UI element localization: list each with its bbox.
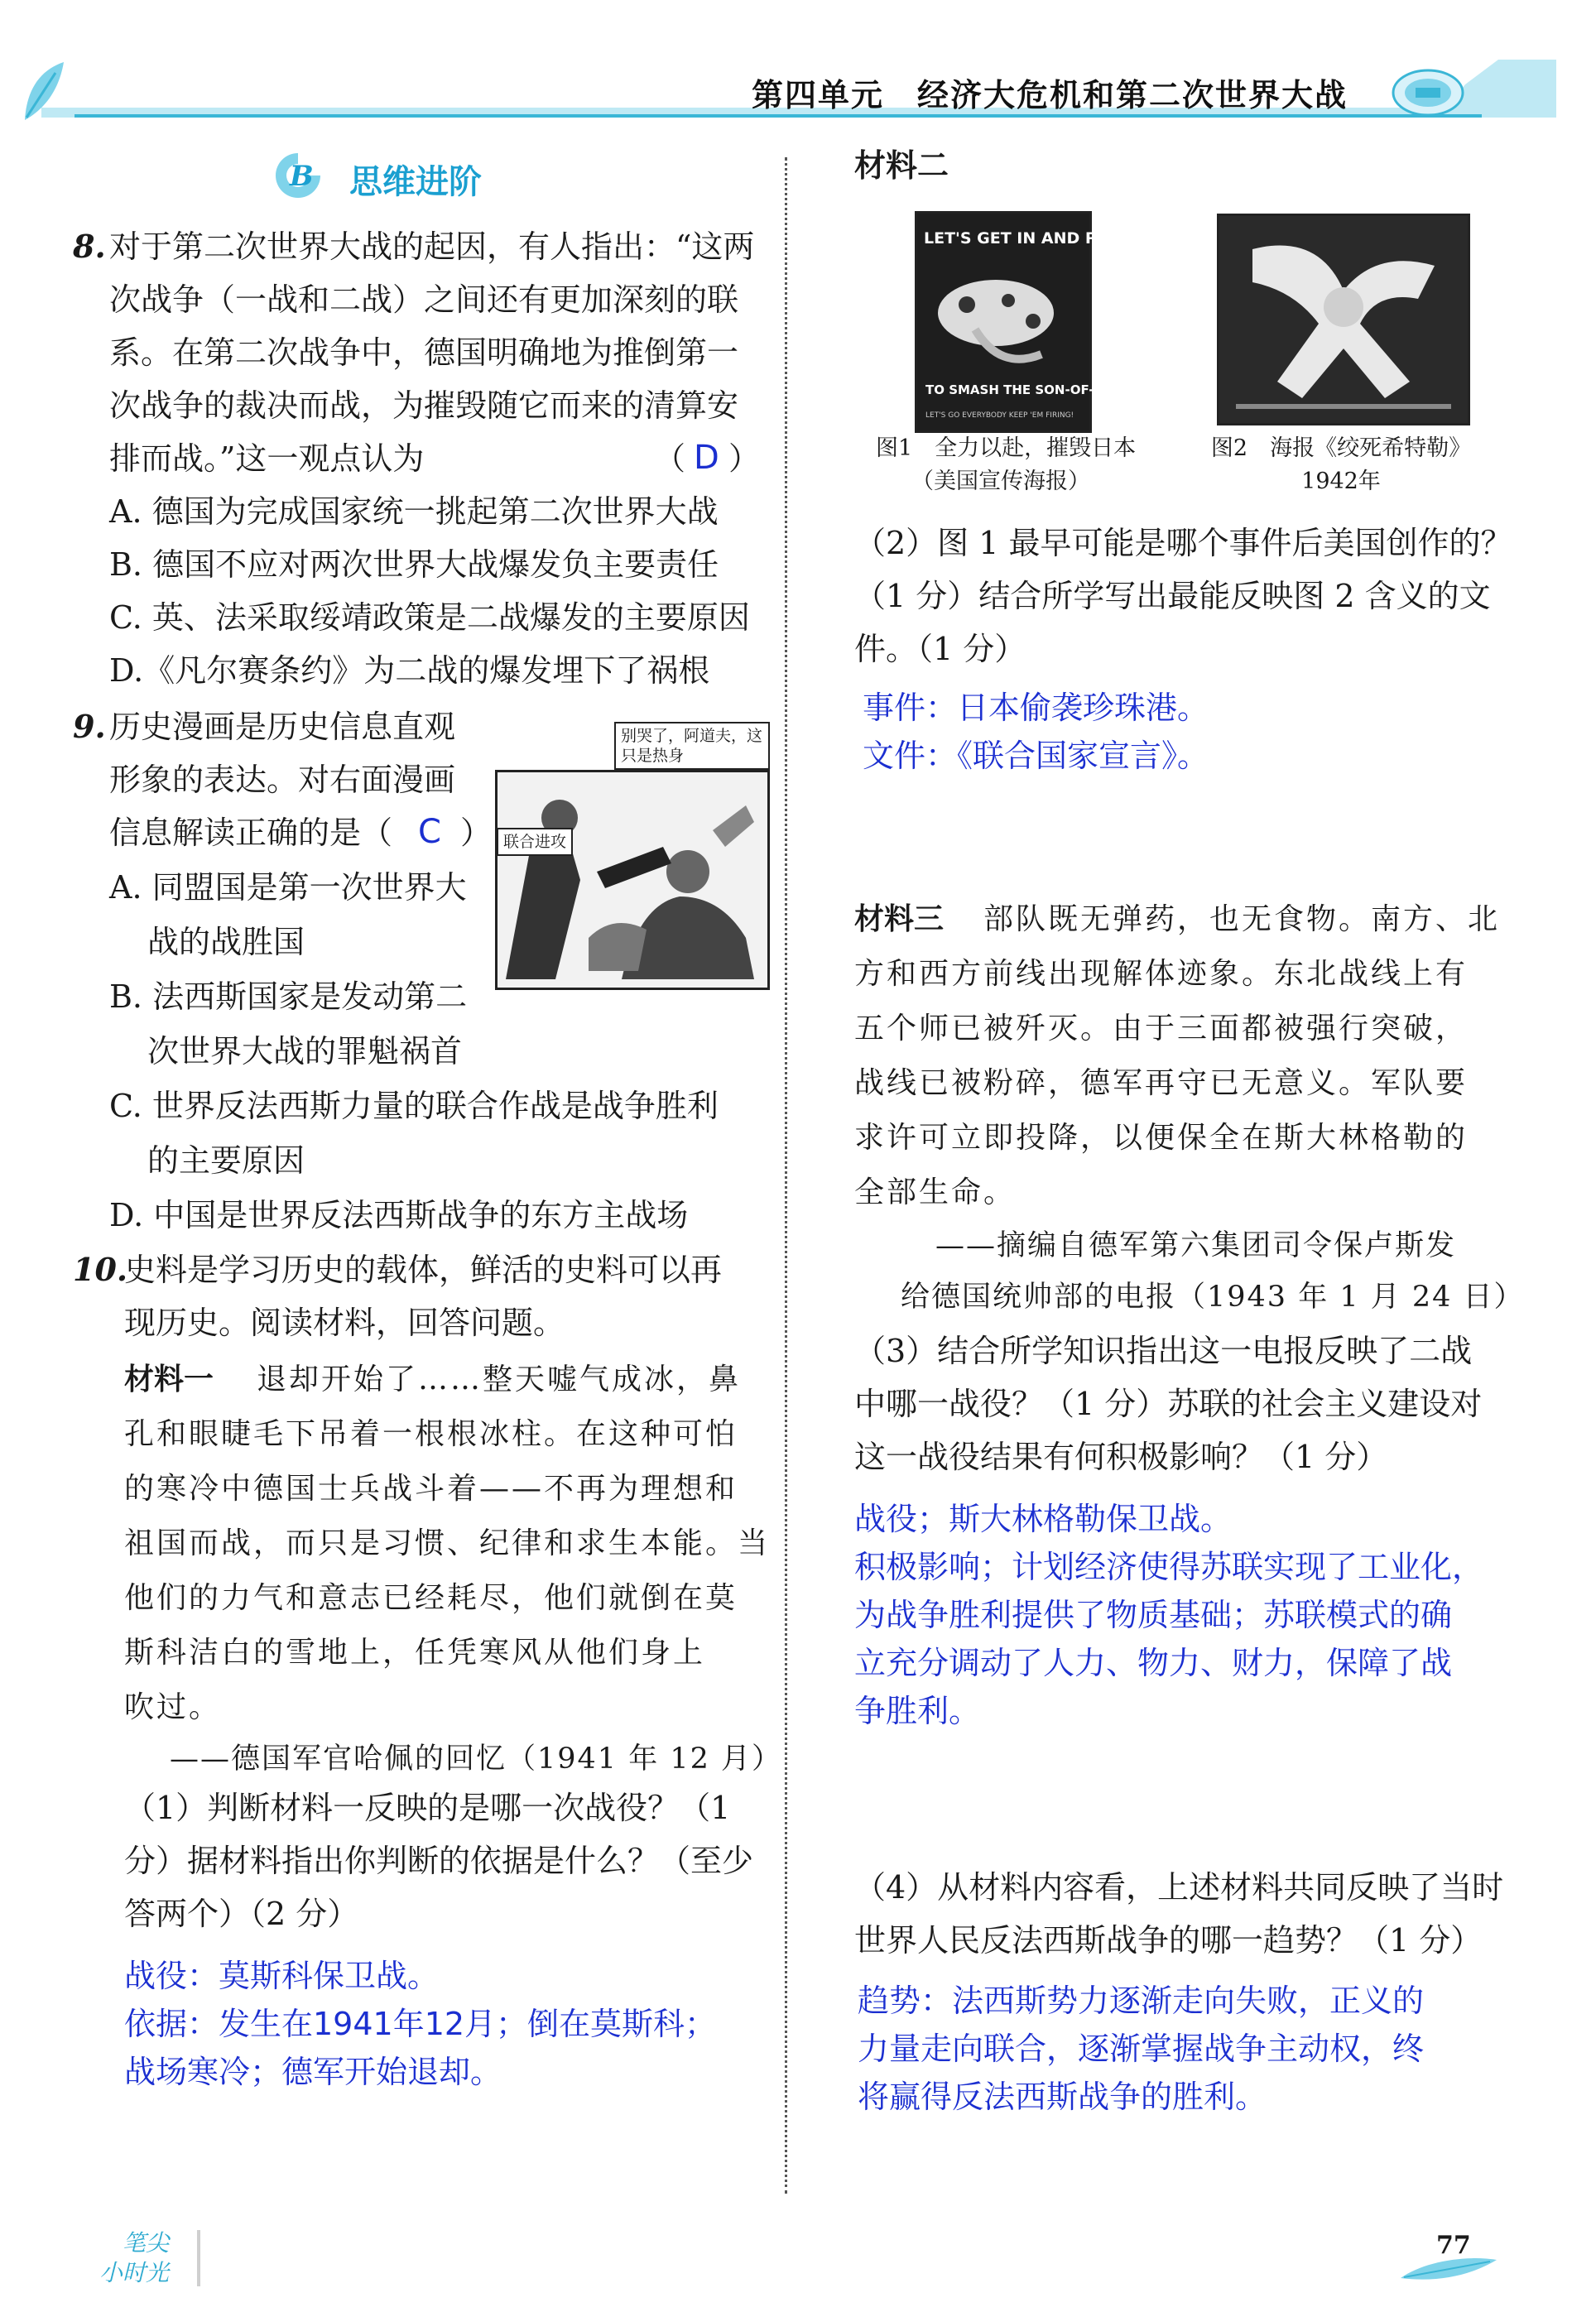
figure-1-poster [915,211,1154,433]
answer-3-line-2: 积极影响；计划经济使得苏联实现了工业化， [854,1549,1484,1585]
figure-2-caption-line-1: 图2 海报《绞死希特勒》 [1210,435,1472,461]
material-3-source-line-1: ——摘编自德军第六集团司令保卢斯发 [935,1229,1457,1262]
material-1-label: 材料一 [124,1363,214,1396]
cartoon-label-bubble: 联合进攻 [497,828,573,856]
q8-number: 8. [73,228,106,265]
cartoon-speech-bubble: 别哭了，阿道夫，这只是热身 [614,722,770,770]
q9-number: 9. [73,708,106,745]
material-1-line-1: 退却开始了……整天嘘气成冰，鼻 [257,1363,742,1396]
figure-2-caption [1192,432,1490,498]
q9-option-d: D. 中国是世界反法西斯战争的东方主战场 [109,1197,689,1233]
q9-option-b: B. 法西斯国家是发动第二 [109,978,468,1015]
q8-line-4: 次战争的裁决而战，为摧毁随它而来的清算安 [109,387,739,424]
svg-text:TO SMASH THE SON-OF-A-SUN!: TO SMASH THE SON-OF-A-SUN! [925,382,1144,397]
material-3-line-4: 战线已被粉碎，德军再守已无意义。军队要 [854,1066,1469,1100]
q8-option-d: D.《凡尔赛条约》为二战的爆发埋下了祸根 [109,652,710,689]
answer-2-line-2: 文件：《联合国家宣言》。 [863,738,1209,774]
q8-block [73,220,106,273]
q8-answer: D [694,439,719,477]
subq-3-line-1: （3）结合所学知识指出这一电报反映了二战 [854,1333,1473,1369]
material-1-line-3: 的寒冷中德国士兵战斗着——不再为理想和 [124,1472,738,1506]
answer-1-line-1: 战役：莫斯科保卫战。 [124,1958,440,1994]
material-2-label: 材料二 [854,147,949,184]
answer-2-line-1: 事件：日本偷袭珍珠港。 [863,690,1209,726]
footer-brand [99,2228,169,2288]
answer-1-line-3: 战场寒冷；德军开始退却。 [124,2054,502,2090]
leaf-icon [18,58,68,124]
q10-number: 10. [73,1251,128,1288]
figure-2-caption-line-2: 1942年 [1301,469,1381,494]
q9-paren-close: ） [460,815,493,851]
subq-1-line-2: 分）据材料指出你判断的依据是什么？（至少 [124,1843,754,1879]
q9-cartoon-image [495,770,770,990]
q9-answer: C [418,813,441,851]
q9-option-c-cont: 的主要原因 [147,1142,305,1179]
material-1-line-5: 他们的力气和意志已经耗尽，他们就倒在莫 [124,1581,738,1615]
page-number: 77 [1436,2231,1471,2260]
q8-line-2: 次战争（一战和二战）之间还有更加深刻的联 [109,281,739,318]
material-1-line-6: 斯科洁白的雪地上，任凭寒风从他们身上 [124,1636,706,1670]
subq-2-line-2: （1 分）结合所学写出最能反映图 2 含义的文 [854,578,1491,614]
answer-4-line-3: 将赢得反法西斯战争的胜利。 [858,2079,1267,2115]
material-3-line-1: 部队既无弹药，也无食物。南方、北 [983,902,1501,936]
footer-brand-line-1: 笔尖 [123,2229,170,2257]
figure-1-caption-line-2: （美国宣传海报） [911,469,1090,494]
material-3-line-5: 求许可立即投降，以便保全在斯大林格勒的 [854,1121,1469,1155]
unit-title: 第四单元 经济大危机和第二次世界大战 [751,77,1348,113]
q8-line-1: 对于第二次世界大战的起因，有人指出：“这两 [109,228,755,265]
column-divider [785,157,787,2194]
q9-option-b-cont: 次世界大战的罪魁祸首 [147,1033,463,1069]
subq-4-line-1: （4）从材料内容看，上述材料共同反映了当时 [854,1869,1504,1906]
q8-option-b: B. 德国不应对两次世界大战爆发负主要责任 [109,546,719,583]
subq-2-line-3: 件。（1 分） [854,631,1026,667]
q9-option-a-cont: 战的战胜国 [147,924,305,960]
footer-divider [197,2230,200,2286]
answer-3-line-3: 为战争胜利提供了物质基础；苏联模式的确 [854,1597,1453,1633]
answer-1-line-2: 依据：发生在1941年12月；倒在莫斯科； [124,2006,717,2042]
subq-3-line-2: 中哪一战役？（1 分）苏联的社会主义建设对 [854,1386,1483,1422]
q8-paren-close: ） [728,440,761,477]
cartoon-drawing [498,772,767,988]
answer-4-line-1: 趋势：法西斯势力逐渐走向失败，正义的 [858,1983,1425,2019]
badge-icon [1391,68,1465,118]
q10-line-1: 史料是学习历史的载体，鲜活的史料可以再 [124,1252,723,1288]
q9-line-3: 信息解读正确的是（ [109,815,393,851]
answer-3-line-5: 争胜利。 [854,1693,981,1729]
answer-3-line-4: 立充分调动了人力、物力、财力，保障了战 [854,1645,1453,1681]
q8-option-c: C. 英、法采取绥靖政策是二战爆发的主要原因 [109,599,750,636]
material-3-line-3: 五个师已被歼灭。由于三面都被强行突破， [854,1012,1469,1045]
material-1-line-7: 吹过。 [124,1690,222,1724]
figure-1-caption [876,432,1137,498]
material-3-source-line-2: 给德国统帅部的电报（1943 年 1 月 24 日） [901,1281,1525,1314]
footer-leaf-icon [1399,2253,1498,2286]
section-title: 思维进阶 [349,163,482,201]
svg-text:LET'S GO EVERYBODY KEEP 'EM FI: LET'S GO EVERYBODY KEEP 'EM FIRING! [925,411,1074,420]
q8-line-3: 系。在第二次战争中，德国明确地为推倒第一 [109,334,739,371]
q9-line-2: 形象的表达。对右面漫画 [109,762,456,798]
material-1-line-4: 祖国而战，而只是习惯、纪律和求生本能。当 [124,1526,771,1560]
subq-4-line-2: 世界人民反法西斯战争的哪一趋势？（1 分） [854,1922,1483,1959]
answer-4-line-2: 力量走向联合，逐渐掌握战争主动权，终 [858,2031,1425,2067]
answer-3-line-1: 战役；斯大林格勒保卫战。 [854,1501,1233,1537]
svg-text:LET'S GET IN AND PITCH—: LET'S GET IN AND PITCH— [924,229,1154,248]
figure-2-poster [1217,214,1470,425]
material-1-source: ——德国军官哈佩的回忆（1941 年 12 月） [170,1742,782,1776]
q9-option-c: C. 世界反法西斯力量的联合作战是战争胜利 [109,1088,719,1124]
subq-1-line-3: 答两个）（2 分） [124,1896,359,1932]
material-3-line-2: 方和西方前线出现解体迹象。东北战线上有 [854,957,1469,991]
subq-3-line-3: 这一战役结果有何积极影响？（1 分） [854,1439,1388,1475]
svg-text:B: B [290,160,314,193]
section-b-icon [273,151,323,200]
q8-line-5: 排而战。”这一观点认为 [109,440,425,477]
q8-paren-open: （ [654,440,686,477]
poster-2-drawing [1219,216,1468,423]
q10-line-2: 现历史。阅读材料，回答问题。 [124,1305,565,1341]
subq-2-line-1: （2）图 1 最早可能是哪个事件后美国创作的？ [854,525,1512,561]
subq-1-line-1: （1）判断材料一反映的是哪一次战役？（1 [124,1790,731,1826]
q9-option-a: A. 同盟国是第一次世界大 [109,869,467,906]
material-1-line-2: 孔和眼睫毛下吊着一根根冰柱。在这种可怕 [124,1417,738,1451]
q8-option-a: A. 德国为完成国家统一挑起第二次世界大战 [109,493,719,530]
material-3-label: 材料三 [854,902,945,936]
q9-line-1: 历史漫画是历史信息直观 [109,709,456,745]
poster-1-drawing [917,214,1154,430]
figure-1-caption-line-1: 图1 全力以赴，摧毁日本 [876,435,1137,461]
footer-brand-line-2: 小时光 [99,2259,170,2286]
material-3-line-6: 全部生命。 [854,1175,1017,1209]
